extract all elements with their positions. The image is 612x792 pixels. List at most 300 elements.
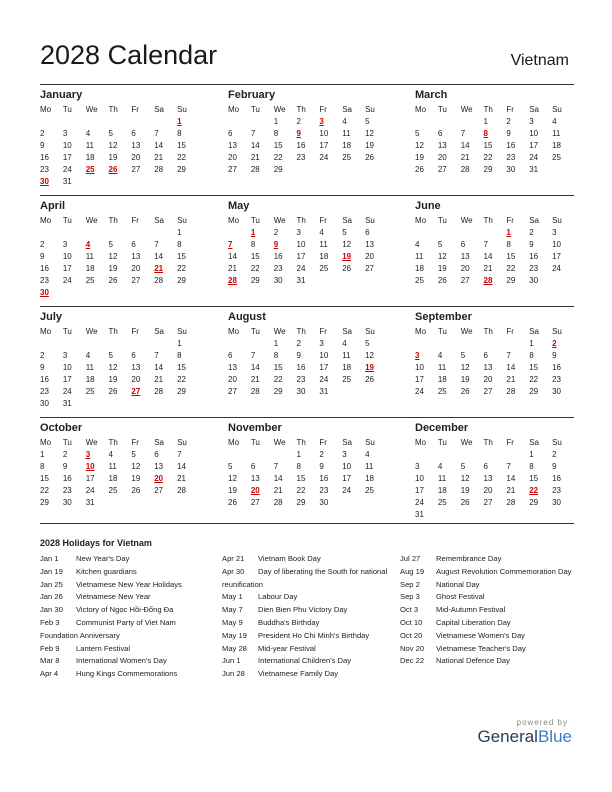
holiday-item	[40, 566, 215, 579]
weekday-header: We	[460, 104, 473, 114]
day-cell: 23	[552, 485, 561, 495]
day-cell: 9	[529, 239, 534, 249]
holiday-name: Lantern Festival	[76, 643, 131, 653]
day-cell: 24	[296, 263, 306, 273]
holiday-day: 3	[319, 116, 324, 126]
day-cell: 8	[296, 461, 301, 471]
weekday-header: Th	[108, 437, 118, 447]
empty-cell	[86, 115, 109, 127]
empty-cell	[319, 163, 342, 175]
day-cell: 13	[250, 473, 260, 483]
day-cell: 24	[85, 485, 95, 495]
weekday-header: Su	[552, 104, 562, 114]
day-cell: 26	[460, 497, 470, 507]
weekday-header: Mo	[40, 104, 52, 114]
day-cell: 8	[273, 350, 279, 360]
weekday-header: We	[273, 326, 286, 336]
holiday-item	[40, 668, 215, 681]
holiday-name: Capital Liberation Day	[436, 617, 511, 627]
weekday-header: Sa	[529, 437, 540, 447]
weekday-header: Th	[296, 104, 306, 114]
empty-cell	[461, 337, 484, 349]
day-cell: 18	[319, 251, 329, 261]
empty-cell	[177, 496, 200, 508]
day-cell: 26	[415, 164, 424, 174]
empty-cell	[154, 496, 177, 508]
day-cell: 14	[250, 140, 260, 150]
holiday-day: 28	[483, 275, 493, 285]
day-cell: 13	[460, 251, 470, 261]
weekday-header: Th	[296, 215, 306, 225]
month-calendar-table	[228, 214, 388, 286]
empty-cell	[154, 397, 177, 409]
day-cell: 13	[228, 140, 237, 150]
holiday-day: 3	[415, 350, 420, 360]
day-cell: 24	[342, 485, 352, 495]
empty-cell	[438, 508, 461, 520]
day-cell: 19	[415, 152, 424, 162]
day-cell: 16	[40, 263, 49, 273]
empty-cell	[109, 496, 132, 508]
day-cell: 28	[250, 386, 260, 396]
day-cell: 12	[437, 251, 447, 261]
day-cell: 1	[529, 449, 534, 459]
weekday-header: We	[85, 326, 98, 336]
day-cell: 4	[342, 338, 347, 348]
empty-cell	[177, 397, 200, 409]
empty-cell	[131, 115, 154, 127]
weekday-header: Th	[483, 326, 493, 336]
weekday-header: Fr	[131, 215, 139, 225]
empty-cell	[365, 496, 388, 508]
brand-name-part2: Blue	[537, 727, 572, 746]
empty-cell	[342, 163, 365, 175]
day-cell: 25	[342, 152, 352, 162]
holiday-item	[40, 604, 215, 617]
empty-cell	[86, 337, 109, 349]
weekday-header: Fr	[319, 104, 327, 114]
day-cell: 5	[365, 338, 370, 348]
day-cell: 22	[273, 152, 283, 162]
holiday-date: May 1	[222, 592, 243, 602]
day-cell: 25	[552, 152, 561, 162]
day-cell: 23	[296, 374, 306, 384]
day-cell: 14	[250, 362, 260, 372]
holiday-date: Dec 22	[400, 656, 425, 666]
day-cell: 4	[415, 239, 420, 249]
day-cell: 4	[552, 116, 557, 126]
day-cell: 24	[319, 152, 329, 162]
day-cell: 2	[62, 449, 68, 459]
day-cell: 6	[131, 350, 136, 360]
holiday-date: Oct 20	[400, 630, 423, 640]
day-cell: 10	[415, 362, 424, 372]
day-cell: 27	[460, 275, 470, 285]
empty-cell	[552, 274, 575, 286]
day-cell: 29	[273, 386, 283, 396]
holiday-date: Jan 30	[40, 605, 63, 615]
month-calendar-table	[228, 103, 388, 175]
day-cell: 11	[437, 362, 447, 372]
empty-cell	[109, 397, 132, 409]
empty-cell	[438, 226, 461, 238]
weekday-header: Sa	[154, 326, 165, 336]
day-cell: 18	[85, 152, 95, 162]
day-cell: 28	[506, 497, 516, 507]
empty-cell	[63, 286, 86, 298]
holiday-name: Mid-Autumn Festival	[436, 605, 506, 615]
holiday-day: 21	[154, 263, 164, 273]
day-cell: 18	[342, 362, 352, 372]
day-cell: 14	[460, 140, 470, 150]
empty-cell	[342, 496, 365, 508]
holiday-date: Feb 9	[40, 643, 60, 653]
weekday-header: Fr	[319, 326, 327, 336]
holiday-column-2	[222, 553, 397, 681]
month-name: February	[228, 89, 276, 101]
holiday-day: 22	[529, 485, 539, 495]
day-cell: 12	[365, 128, 374, 138]
day-cell: 29	[177, 164, 186, 174]
day-cell: 24	[529, 152, 539, 162]
day-cell: 8	[529, 461, 534, 471]
holiday-item	[400, 643, 575, 656]
holiday-name: National Defence Day	[436, 656, 510, 666]
day-cell: 3	[62, 239, 68, 249]
holiday-item	[222, 604, 397, 617]
day-cell: 28	[273, 497, 283, 507]
day-cell: 13	[131, 251, 141, 261]
day-cell: 9	[40, 362, 45, 372]
holiday-date: Mar 8	[40, 656, 60, 666]
holidays-title: 2028 Holidays for Vietnam	[40, 538, 152, 548]
holiday-date: Jan 1	[40, 554, 59, 563]
holiday-day: 1	[506, 227, 511, 237]
holiday-date: Jan 25	[40, 579, 63, 589]
weekday-header: Sa	[342, 215, 353, 225]
holiday-date: Aug 19	[400, 566, 425, 576]
empty-cell	[484, 226, 507, 238]
day-cell: 7	[506, 461, 511, 471]
day-cell: 1	[529, 338, 534, 348]
day-cell: 11	[365, 461, 374, 471]
empty-cell	[415, 337, 438, 349]
holiday-name: International Children's Day	[258, 656, 352, 666]
day-cell: 29	[506, 275, 516, 285]
weekday-header: Tu	[437, 104, 447, 114]
empty-cell	[438, 115, 461, 127]
day-cell: 14	[177, 461, 186, 471]
weekday-header: Fr	[506, 326, 514, 336]
day-cell: 13	[365, 239, 374, 249]
day-cell: 16	[506, 140, 516, 150]
holiday-day: 1	[177, 116, 182, 126]
holiday-item	[222, 591, 397, 604]
day-cell: 23	[40, 386, 49, 396]
day-cell: 29	[177, 275, 186, 285]
day-cell: 9	[40, 251, 45, 261]
month-row	[40, 306, 574, 417]
day-cell: 8	[529, 350, 534, 360]
day-cell: 11	[319, 239, 328, 249]
day-cell: 5	[342, 227, 347, 237]
day-cell: 27	[483, 497, 493, 507]
months-bottom-divider	[40, 523, 574, 524]
holiday-name: National Day	[436, 579, 480, 589]
day-cell: 8	[506, 239, 511, 249]
month-october	[40, 418, 200, 508]
day-cell: 5	[460, 350, 466, 360]
day-cell: 14	[154, 251, 164, 261]
holiday-name: Communist Party of Viet Nam Foundation Anniversary	[40, 617, 176, 640]
day-cell: 27	[131, 275, 141, 285]
weekday-header: Sa	[154, 437, 165, 447]
day-cell: 19	[437, 263, 447, 273]
weekday-header: Sa	[154, 215, 165, 225]
day-cell: 23	[319, 485, 329, 495]
weekday-header: We	[460, 326, 473, 336]
holiday-item	[400, 553, 575, 566]
day-cell: 6	[228, 128, 233, 138]
day-cell: 20	[228, 374, 237, 384]
month-september	[415, 307, 575, 397]
empty-cell	[154, 337, 177, 349]
holiday-name: Ghost Festival	[436, 592, 485, 602]
empty-cell	[86, 175, 109, 187]
day-cell: 28	[250, 164, 260, 174]
day-cell: 19	[131, 473, 141, 483]
holiday-name: Kitchen guardians	[76, 566, 137, 576]
weekday-header: Fr	[506, 215, 514, 225]
day-cell: 21	[483, 263, 493, 273]
day-cell: 28	[177, 485, 186, 495]
day-cell: 2	[552, 449, 557, 459]
day-cell: 22	[273, 374, 283, 384]
holiday-date: Jul 27	[400, 554, 421, 563]
day-cell: 17	[552, 251, 561, 261]
day-cell: 25	[365, 485, 374, 495]
day-cell: 30	[529, 275, 539, 285]
day-cell: 9	[552, 350, 557, 360]
weekday-header: Tu	[437, 326, 447, 336]
day-cell: 15	[177, 251, 186, 261]
day-cell: 13	[483, 362, 493, 372]
month-calendar-table	[415, 103, 575, 175]
day-cell: 6	[228, 350, 233, 360]
day-cell: 6	[365, 227, 370, 237]
weekday-header: Mo	[40, 215, 52, 225]
empty-cell	[40, 115, 63, 127]
day-cell: 10	[62, 362, 72, 372]
weekday-header: Sa	[529, 104, 540, 114]
empty-cell	[131, 337, 154, 349]
day-cell: 15	[273, 140, 283, 150]
day-cell: 17	[319, 362, 329, 372]
day-cell: 12	[228, 473, 237, 483]
holiday-day: 2	[552, 338, 557, 348]
empty-cell	[461, 508, 484, 520]
day-cell: 2	[40, 128, 45, 138]
day-cell: 20	[131, 263, 141, 273]
day-cell: 18	[552, 140, 561, 150]
day-cell: 22	[177, 374, 186, 384]
day-cell: 15	[177, 362, 186, 372]
weekday-header: Su	[177, 326, 187, 336]
day-cell: 14	[273, 473, 283, 483]
day-cell: 5	[131, 449, 136, 459]
weekday-header: Mo	[40, 437, 52, 447]
day-cell: 12	[108, 251, 118, 261]
day-cell: 15	[529, 362, 539, 372]
day-cell: 23	[62, 485, 72, 495]
day-cell: 6	[131, 128, 136, 138]
day-cell: 27	[365, 263, 374, 273]
holiday-day: 9	[273, 239, 279, 249]
day-cell: 25	[319, 263, 329, 273]
day-cell: 3	[342, 449, 347, 459]
month-name: January	[40, 89, 83, 101]
day-cell: 31	[415, 509, 424, 519]
day-cell: 15	[177, 140, 186, 150]
day-cell: 11	[85, 362, 94, 372]
month-june	[415, 196, 575, 286]
day-cell: 7	[460, 128, 466, 138]
day-cell: 4	[108, 449, 113, 459]
day-cell: 22	[483, 152, 493, 162]
day-cell: 16	[40, 152, 49, 162]
empty-cell	[461, 448, 484, 460]
day-cell: 11	[342, 128, 351, 138]
day-cell: 27	[250, 497, 260, 507]
day-cell: 2	[506, 116, 511, 126]
month-calendar-table	[415, 325, 575, 397]
empty-cell	[109, 175, 132, 187]
day-cell: 23	[506, 152, 516, 162]
day-cell: 10	[62, 140, 72, 150]
day-cell: 13	[437, 140, 447, 150]
holiday-item	[40, 655, 215, 668]
holiday-item	[222, 617, 397, 630]
weekday-header: Mo	[415, 104, 427, 114]
months-grid	[40, 84, 574, 528]
month-calendar-table	[415, 436, 575, 520]
holiday-date: May 9	[222, 617, 243, 627]
holiday-name: International Women's Day	[76, 656, 167, 666]
holiday-name: Mid-year Festival	[258, 643, 316, 653]
day-cell: 6	[437, 128, 443, 138]
weekday-header: Fr	[506, 104, 514, 114]
day-cell: 2	[529, 227, 534, 237]
day-cell: 3	[296, 227, 301, 237]
weekday-header: Mo	[228, 215, 240, 225]
holiday-day: 30	[40, 287, 49, 297]
month-name: October	[40, 422, 83, 434]
day-cell: 14	[228, 251, 237, 261]
day-cell: 7	[154, 128, 159, 138]
day-cell: 26	[437, 275, 447, 285]
weekday-header: Sa	[342, 104, 353, 114]
day-cell: 26	[460, 386, 470, 396]
holiday-item	[222, 668, 397, 681]
day-cell: 16	[296, 140, 306, 150]
empty-cell	[131, 397, 154, 409]
weekday-header: Tu	[250, 437, 260, 447]
holiday-date: May 19	[222, 630, 247, 640]
day-cell: 1	[177, 227, 182, 237]
holiday-name: Victory of Ngọc Hồi-Đống Đa	[76, 605, 174, 615]
holiday-name: Vietnamese New Year Holidays	[76, 579, 182, 589]
day-cell: 4	[437, 350, 443, 360]
month-row	[40, 417, 574, 528]
weekday-header: Th	[483, 104, 493, 114]
holiday-name: August Revolution Commemoration Day	[436, 566, 572, 576]
day-cell: 25	[437, 497, 447, 507]
holiday-name: Dien Bien Phu Victory Day	[258, 605, 348, 615]
weekday-header: Fr	[319, 215, 327, 225]
day-cell: 18	[437, 485, 447, 495]
weekday-header: Tu	[250, 326, 260, 336]
month-name: November	[228, 422, 282, 434]
day-cell: 8	[177, 239, 182, 249]
day-cell: 10	[415, 473, 424, 483]
weekday-header: Mo	[40, 326, 52, 336]
holiday-date: Jan 19	[40, 566, 63, 576]
day-cell: 17	[529, 140, 539, 150]
day-cell: 17	[62, 374, 72, 384]
day-cell: 16	[529, 251, 539, 261]
day-cell: 8	[250, 239, 256, 249]
holiday-day: 20	[154, 473, 164, 483]
day-cell: 29	[529, 386, 539, 396]
day-cell: 22	[40, 485, 49, 495]
day-cell: 30	[506, 164, 516, 174]
day-cell: 24	[62, 386, 72, 396]
weekday-header: Tu	[62, 326, 72, 336]
day-cell: 15	[483, 140, 493, 150]
day-cell: 10	[552, 239, 561, 249]
day-cell: 11	[85, 140, 94, 150]
day-cell: 21	[273, 485, 283, 495]
empty-cell	[484, 448, 507, 460]
weekday-header: Su	[177, 437, 187, 447]
empty-cell	[484, 508, 507, 520]
day-cell: 12	[365, 350, 374, 360]
day-cell: 2	[319, 449, 324, 459]
day-cell: 21	[506, 374, 516, 384]
holiday-date: Apr 30	[222, 566, 245, 576]
day-cell: 26	[108, 275, 118, 285]
day-cell: 27	[228, 164, 237, 174]
weekday-header: Su	[365, 326, 375, 336]
day-cell: 5	[108, 128, 113, 138]
weekday-header: Th	[296, 437, 306, 447]
day-cell: 2	[296, 116, 301, 126]
day-cell: 1	[273, 338, 279, 348]
empty-cell	[297, 163, 320, 175]
day-cell: 17	[296, 251, 306, 261]
holiday-item	[40, 553, 215, 566]
holiday-item	[40, 617, 215, 643]
weekday-header: Su	[552, 326, 562, 336]
month-july	[40, 307, 200, 409]
day-cell: 20	[131, 152, 141, 162]
day-cell: 31	[529, 164, 539, 174]
weekday-header: Sa	[154, 104, 165, 114]
empty-cell	[86, 397, 109, 409]
day-cell: 12	[108, 362, 118, 372]
day-cell: 6	[483, 350, 488, 360]
holiday-name: President Ho Chi Minh's Birthday	[258, 630, 370, 640]
